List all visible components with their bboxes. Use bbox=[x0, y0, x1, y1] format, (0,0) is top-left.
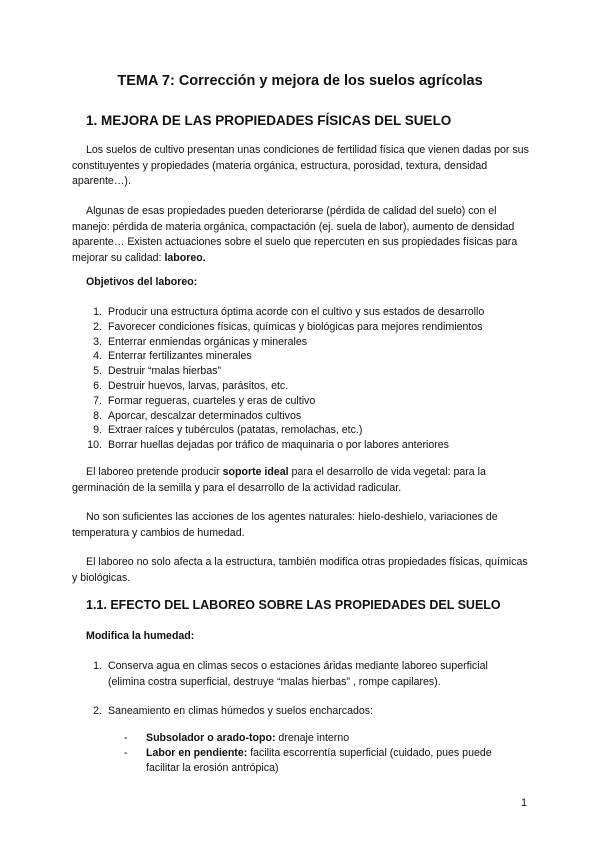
paragraph-intro bbox=[72, 143, 532, 190]
list-item bbox=[86, 409, 484, 424]
paragraph-deterioration bbox=[72, 204, 532, 266]
list-item-number: 5. bbox=[93, 365, 102, 378]
humidity-item-1 bbox=[86, 659, 508, 690]
list-item-text: Destruir “malas hierbas” bbox=[108, 365, 222, 378]
list-item-number: 6. bbox=[93, 379, 102, 392]
list-item-text: Enterrar enmiendas orgánicas y minerales bbox=[108, 335, 308, 348]
paragraph-natural-agents bbox=[72, 510, 532, 541]
list-item-text: Borrar huellas dejadas por tráfico de maquinaria o por labores anteriores bbox=[108, 439, 449, 452]
dash-bullet: - bbox=[124, 747, 128, 759]
paragraph-soporte-post: para el desarrollo de vida vegetal: para la germinación de la semilla y para el desarrollo de la actividad radicular. bbox=[72, 466, 486, 494]
list-item-text: Aporcar, descalzar determinados cultivos bbox=[108, 409, 302, 422]
list-item-number: 7. bbox=[93, 394, 102, 407]
list-item bbox=[124, 731, 526, 746]
list-item bbox=[124, 746, 526, 776]
page-number: 1 bbox=[521, 797, 527, 809]
paragraph-deterioration-text: Algunas de esas propiedades pueden deteriorarse (pérdida de calidad del suelo) con el manejo: pérdida de materia orgánica, compactación (ej. suela de labor), aumento de densidad aparente… Existen actuaciones sobre el suelo que repercuten en sus propiedades físicas para mejorar su calidad: bbox=[72, 205, 518, 264]
dash-bullet: - bbox=[124, 732, 128, 744]
objectives-heading: Objetivos del laboreo: bbox=[86, 276, 198, 288]
paragraph-soporte-pre: El laboreo pretende producir bbox=[86, 466, 223, 478]
dash-item-text: facilita escorrentía superficial (cuidado, pues puede facilitar la erosión antrópica) bbox=[146, 747, 492, 774]
paragraph-soporte-ideal bbox=[72, 465, 532, 496]
dash-item-bold: Labor en pendiente: bbox=[146, 747, 248, 759]
laboreo-emphasis: laboreo. bbox=[164, 251, 206, 264]
humidity-item-2 bbox=[86, 704, 508, 720]
paragraph-other-properties bbox=[72, 555, 532, 586]
dash-item-bold: Subsolador o arado-topo: bbox=[146, 732, 276, 744]
list-item-number: 2. bbox=[93, 320, 102, 333]
list-item-text: Conserva agua en climas secos o estaciones áridas mediante laboreo superficial (elimina costra superficial, destruye “malas hierbas” , rompe capilares). bbox=[108, 660, 488, 688]
list-item-number: 9. bbox=[93, 424, 102, 437]
list-item-text: Favorecer condiciones físicas, químicas y biológicas para mejores rendimientos bbox=[108, 320, 483, 333]
list-item bbox=[86, 379, 484, 394]
paragraph-natural-agents-text: No son suficientes las acciones de los agentes naturales: hielo-deshielo, variaciones de temperatura y cambios de humedad. bbox=[72, 511, 498, 539]
objectives-list bbox=[86, 305, 484, 453]
list-item-number: 2. bbox=[93, 705, 102, 717]
list-item-text: Extraer raíces y tubérculos (patatas, remolachas, etc.) bbox=[108, 424, 363, 437]
list-item bbox=[86, 305, 484, 320]
list-item bbox=[86, 438, 484, 453]
list-item-number: 1. bbox=[93, 660, 102, 672]
drainage-list bbox=[124, 731, 526, 776]
list-item-number: 4. bbox=[93, 350, 102, 363]
list-item-number: 8. bbox=[93, 409, 102, 422]
list-item bbox=[86, 320, 484, 335]
document-title: TEMA 7: Corrección y mejora de los suelos agrícolas bbox=[117, 73, 483, 89]
list-item bbox=[86, 335, 484, 350]
list-item-number: 10. bbox=[87, 439, 102, 452]
humidity-subheading: Modifica la humedad: bbox=[86, 630, 195, 642]
list-item-text: Formar regueras, cuarteles y eras de cultivo bbox=[108, 394, 316, 407]
list-item-number: 1. bbox=[93, 306, 102, 318]
list-item bbox=[86, 394, 484, 409]
list-item-text: Enterrar fertilizantes minerales bbox=[108, 350, 252, 363]
list-item bbox=[86, 423, 484, 438]
list-item-text: Producir una estructura óptima acorde con el cultivo y sus estados de desarrollo bbox=[108, 306, 485, 318]
list-item-text: Destruir huevos, larvas, parásitos, etc. bbox=[108, 379, 289, 392]
list-item-number: 3. bbox=[93, 335, 102, 348]
list-item-text: Saneamiento en climas húmedos y suelos encharcados: bbox=[108, 705, 373, 717]
section-heading-1-1: 1.1. EFECTO DEL LABOREO SOBRE LAS PROPIEDADES DEL SUELO bbox=[86, 598, 501, 612]
dash-item-text: drenaje interno bbox=[275, 732, 350, 744]
soporte-ideal-emphasis: soporte ideal bbox=[222, 466, 289, 478]
paragraph-intro-text: Los suelos de cultivo presentan unas condiciones de fertilidad física que vienen dadas por sus constituyentes y propiedades (materia orgánica, estructura, porosidad, textura, densidad aparente…). bbox=[72, 144, 529, 187]
section-heading-1: 1. MEJORA DE LAS PROPIEDADES FÍSICAS DEL SUELO bbox=[86, 113, 452, 128]
list-item bbox=[86, 349, 484, 364]
paragraph-other-properties-text: El laboreo no solo afecta a la estructura, también modifica otras propiedades físicas, químicas y biológicas. bbox=[72, 556, 528, 584]
list-item bbox=[86, 364, 484, 379]
